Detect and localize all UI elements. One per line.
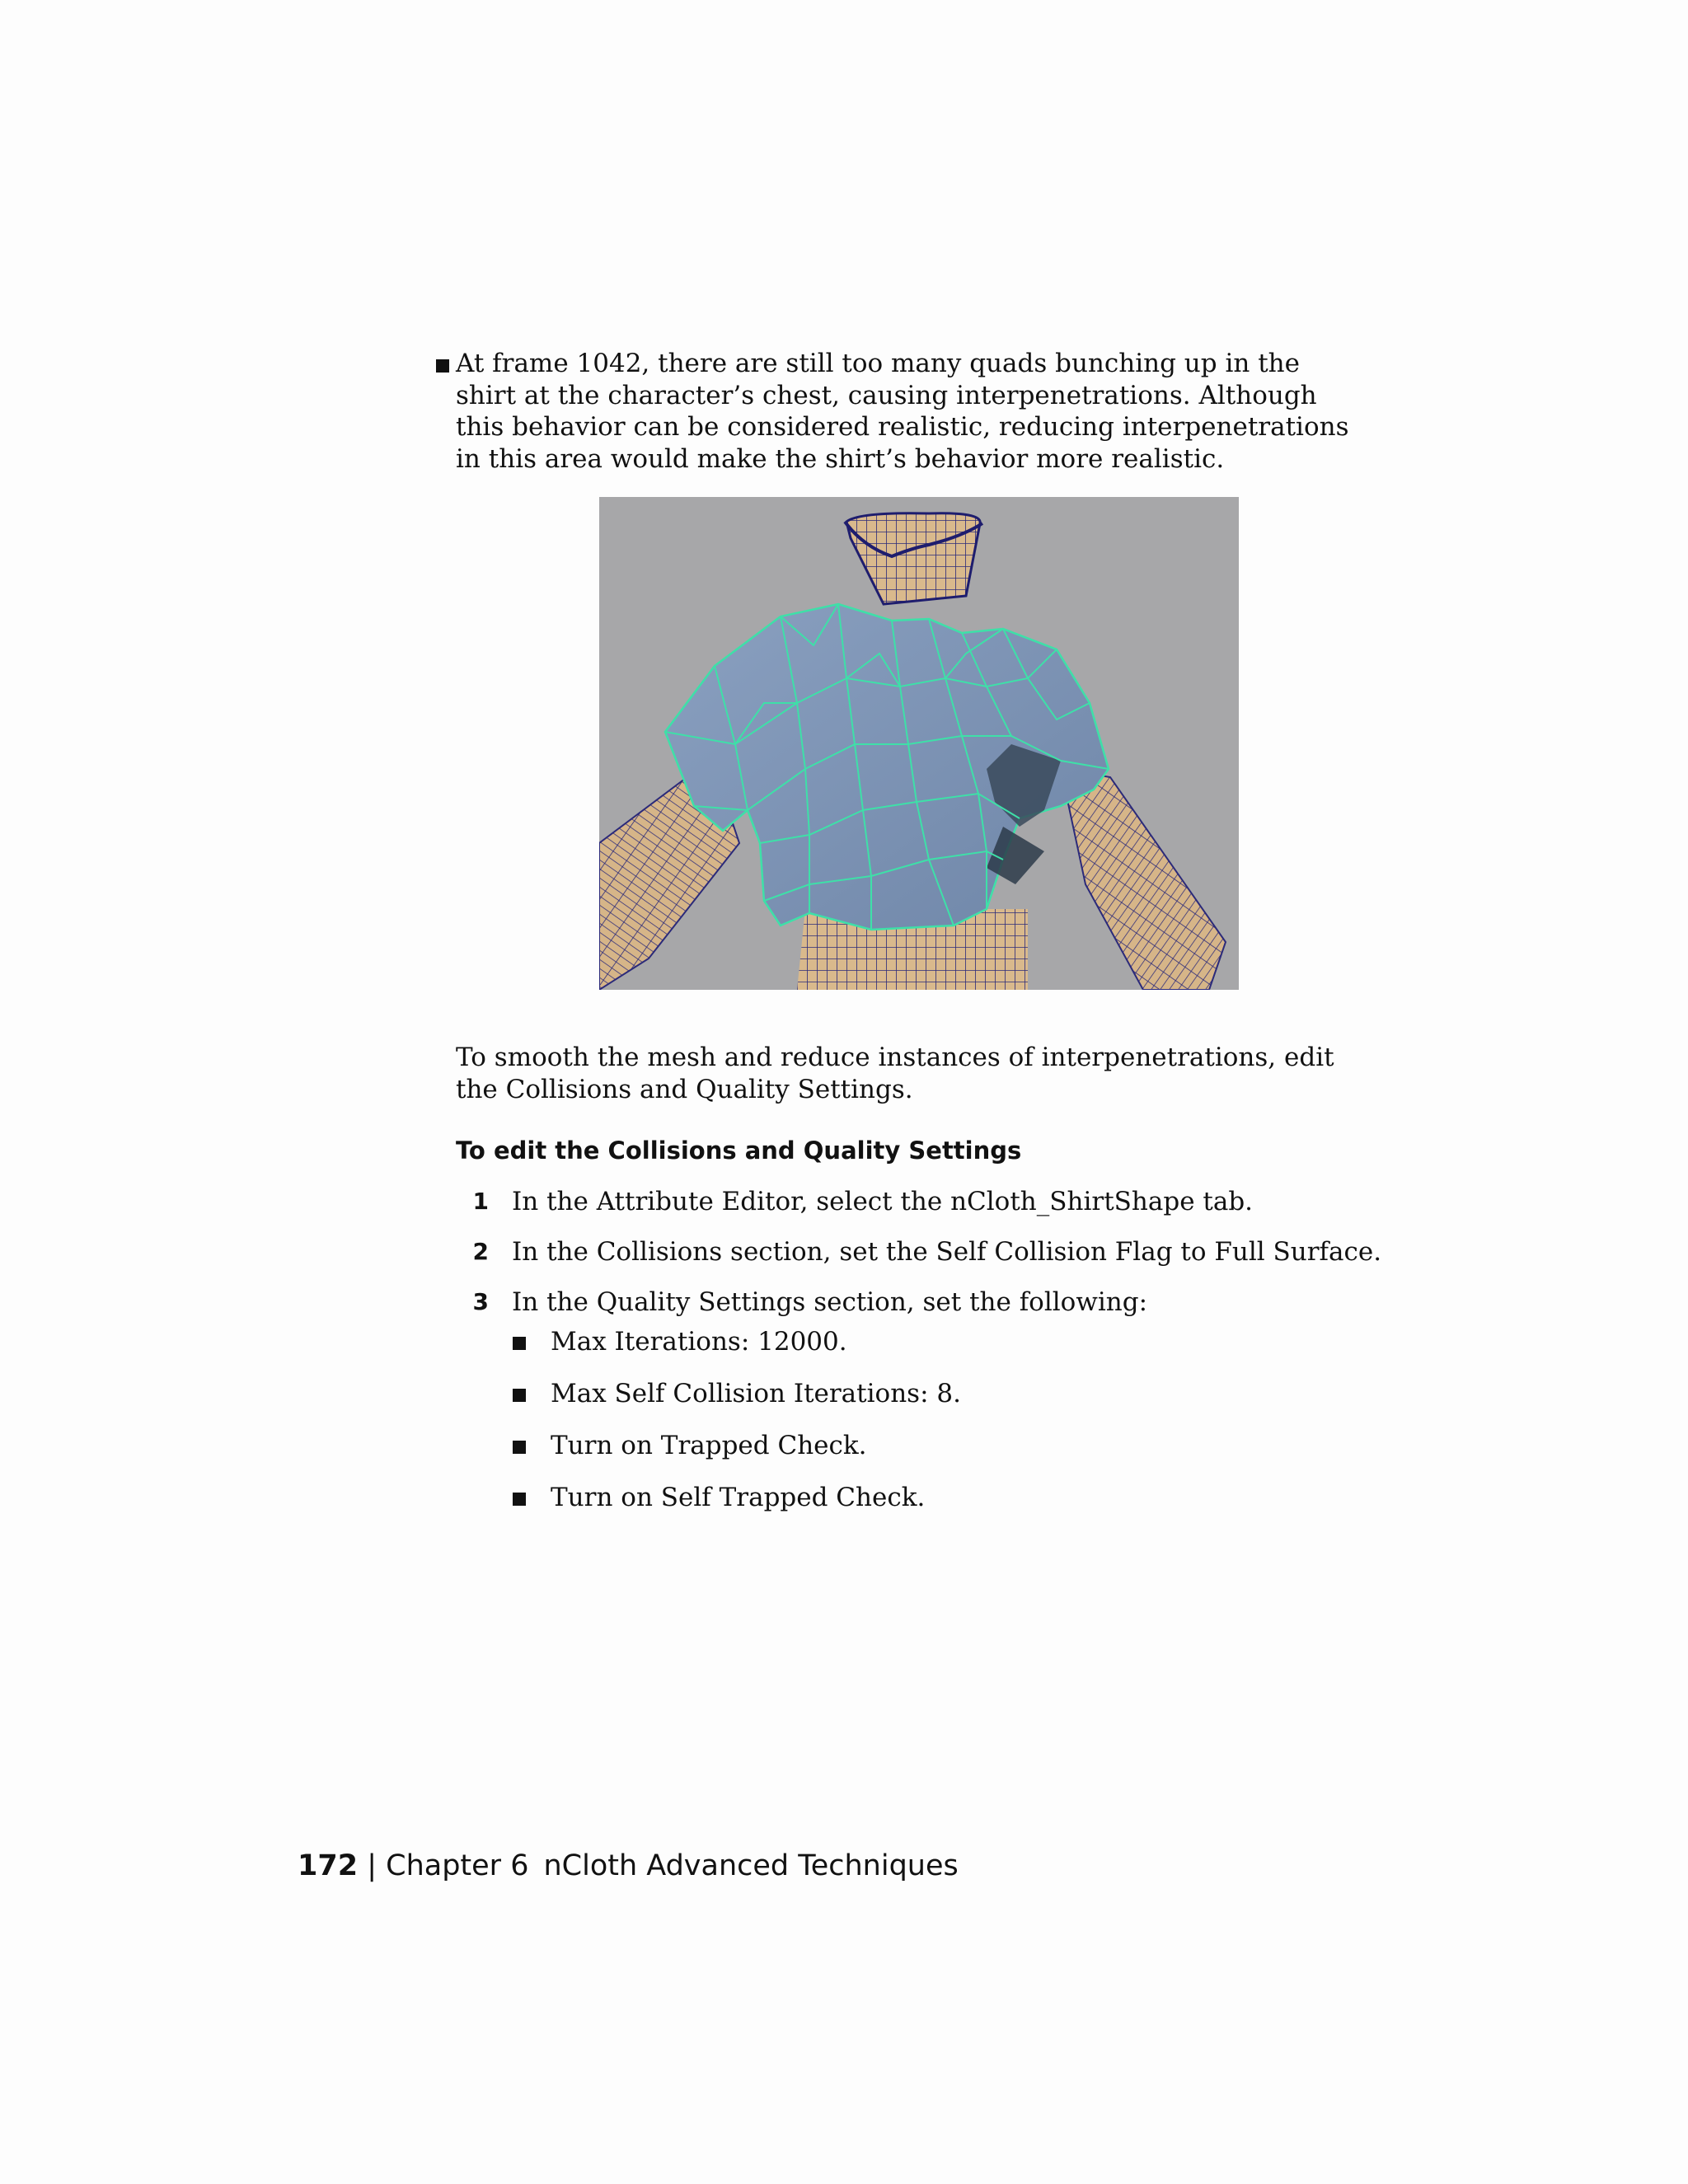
sub-bullet-text: Max Iterations: 12000. — [551, 1327, 847, 1357]
bullet-square-icon — [513, 1389, 526, 1402]
footer-chapter: Chapter 6 — [386, 1849, 529, 1882]
intro-bullet-text: At frame 1042, there are still too many quads bunching up in the shirt at the character’s chest, causing interpenetrations. Although this behavior can be considered realistic, reducing interpenetrations in this area would make the shirt’s behavior more realistic. — [456, 349, 1349, 474]
step-number: 3 — [472, 1288, 489, 1315]
bullet-square-icon — [513, 1337, 526, 1350]
sub-bullet-text: Turn on Self Trapped Check. — [551, 1483, 926, 1512]
step-text: In the Collisions section, set the Self Collision Flag to Full Surface. — [512, 1237, 1382, 1267]
footer-chapter-title: nCloth Advanced Techniques — [543, 1849, 959, 1882]
footer-separator: | — [367, 1849, 377, 1882]
step-number: 2 — [472, 1238, 489, 1265]
step-text: In the Attribute Editor, select the nCloth_ShirtShape tab. — [512, 1187, 1254, 1216]
sub-bullet-item — [551, 1378, 961, 1410]
step-number: 1 — [472, 1188, 489, 1215]
sub-bullet-item — [551, 1430, 867, 1462]
intro-bullet-item — [456, 348, 1362, 475]
sub-bullet-text: Turn on Trapped Check. — [551, 1431, 867, 1460]
step-text: In the Quality Settings section, set the following: — [512, 1287, 1148, 1317]
page-number: 172 — [298, 1849, 359, 1882]
page-footer — [298, 1848, 959, 1884]
bullet-square-icon — [513, 1441, 526, 1454]
procedure-heading: To edit the Collisions and Quality Settings — [456, 1137, 1022, 1165]
body-paragraph: To smooth the mesh and reduce instances of interpenetrations, edit the Collisions and Quality Settings. — [456, 1043, 1334, 1104]
sub-bullet-text: Max Self Collision Iterations: 8. — [551, 1379, 961, 1408]
ncloth-shirt-figure — [599, 497, 1239, 990]
sub-bullet-item — [551, 1482, 925, 1514]
bullet-square-icon — [436, 359, 449, 373]
bullet-square-icon — [513, 1493, 526, 1506]
sub-bullet-item — [551, 1326, 847, 1358]
